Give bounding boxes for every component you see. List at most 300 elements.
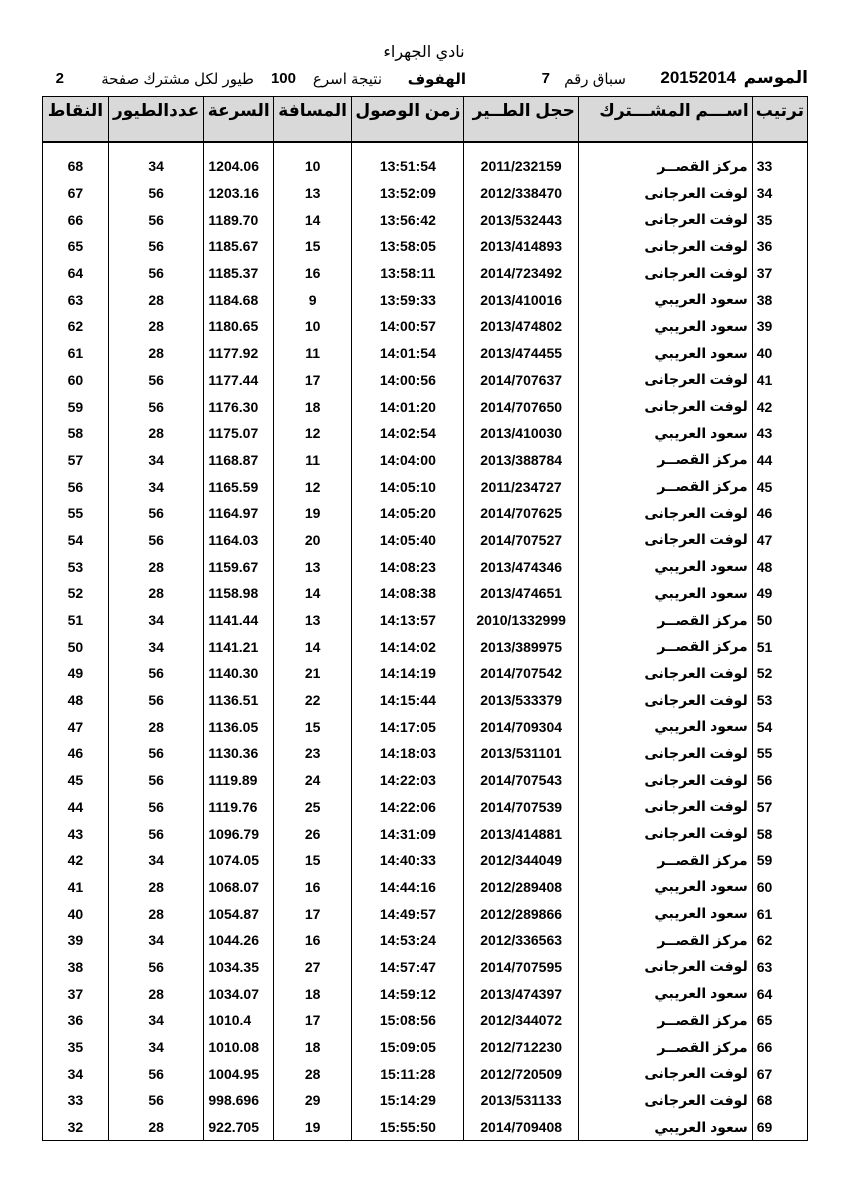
cell-speed: 1074.05 [204,847,274,874]
cell-subscriber-name: مركز القصــر [578,847,752,874]
table-row [43,954,808,981]
cell-rank: 53 [752,687,807,714]
cell-rank: 59 [752,847,807,874]
cell-rank: 38 [752,286,807,313]
cell-bird-count: 34 [108,847,204,874]
cell-bird-count: 56 [108,260,204,287]
cell-rank: 50 [752,607,807,634]
cell-rank: 43 [752,420,807,447]
cell-arrival-time: 13:58:11 [352,260,464,287]
cell-bird-count: 34 [108,927,204,954]
cell-points: 62 [43,313,109,340]
cell-distance: 15 [274,233,352,260]
cell-subscriber-name: لوفت العرجانى [578,687,752,714]
cell-bird-count: 56 [108,206,204,233]
cell-arrival-time: 14:00:57 [352,313,464,340]
cell-distance: 28 [274,1060,352,1087]
cell-arrival-time: 14:00:56 [352,367,464,394]
cell-rank: 69 [752,1114,807,1141]
cell-rank: 66 [752,1034,807,1061]
table-row [43,927,808,954]
cell-speed: 1177.92 [204,340,274,367]
cell-subscriber-name: مركز القصــر [578,927,752,954]
cell-ring-number: 2013/474397 [464,980,579,1007]
cell-rank: 60 [752,874,807,901]
cell-subscriber-name: سعود العريبي [578,553,752,580]
cell-arrival-time: 14:14:19 [352,660,464,687]
cell-distance: 16 [274,260,352,287]
cell-bird-count: 56 [108,660,204,687]
table-row [43,233,808,260]
cell-subscriber-name: سعود العريبي [578,580,752,607]
table-row [43,1114,808,1141]
cell-subscriber-name: مركز القصــر [578,447,752,474]
cell-ring-number: 2013/414893 [464,233,579,260]
table-row [43,500,808,527]
cell-distance: 17 [274,900,352,927]
cell-points: 32 [43,1114,109,1141]
table-row [43,260,808,287]
cell-rank: 44 [752,447,807,474]
cell-ring-number: 2013/474802 [464,313,579,340]
cell-distance: 27 [274,954,352,981]
table-row [43,527,808,554]
cell-rank: 49 [752,580,807,607]
cell-rank: 40 [752,340,807,367]
cell-rank: 42 [752,393,807,420]
cell-subscriber-name: مركز القصــر [578,607,752,634]
race-number-value: 7 [541,70,550,87]
cell-subscriber-name: لوفت العرجانى [578,740,752,767]
cell-rank: 52 [752,660,807,687]
cell-rank: 68 [752,1087,807,1114]
table-row [43,740,808,767]
cell-ring-number: 2012/712230 [464,1034,579,1061]
cell-ring-number: 2012/338470 [464,180,579,207]
cell-arrival-time: 14:59:12 [352,980,464,1007]
season-label: الموسم [743,68,808,87]
cell-distance: 17 [274,367,352,394]
cell-subscriber-name: مركز القصــر [578,1007,752,1034]
cell-points: 68 [43,153,109,180]
cell-speed: 1141.21 [204,633,274,660]
table-row [43,874,808,901]
cell-arrival-time: 14:04:00 [352,447,464,474]
cell-arrival-time: 15:08:56 [352,1007,464,1034]
cell-bird-count: 28 [108,980,204,1007]
cell-rank: 67 [752,1060,807,1087]
cell-subscriber-name: لوفت العرجانى [578,1060,752,1087]
cell-speed: 1130.36 [204,740,274,767]
cell-bird-count: 56 [108,180,204,207]
cell-speed: 1141.44 [204,607,274,634]
cell-ring-number: 2013/410030 [464,420,579,447]
cell-points: 39 [43,927,109,954]
cell-bird-count: 34 [108,1007,204,1034]
page-number: 2 [55,70,64,87]
cell-bird-count: 34 [108,633,204,660]
cell-ring-number: 2014/709304 [464,713,579,740]
cell-distance: 20 [274,527,352,554]
table-row [43,660,808,687]
table-row [43,393,808,420]
cell-rank: 33 [752,153,807,180]
cell-bird-count: 28 [108,553,204,580]
column-header-rank: ترتيب [752,97,807,143]
cell-distance: 18 [274,393,352,420]
table-row [43,1007,808,1034]
cell-distance: 19 [274,500,352,527]
cell-rank: 61 [752,900,807,927]
cell-distance: 17 [274,1007,352,1034]
cell-subscriber-name: لوفت العرجانى [578,767,752,794]
cell-subscriber-name: سعود العريبي [578,340,752,367]
table-row [43,767,808,794]
cell-arrival-time: 15:14:29 [352,1087,464,1114]
cell-rank: 51 [752,633,807,660]
cell-speed: 1054.87 [204,900,274,927]
cell-ring-number: 2013/474455 [464,340,579,367]
cell-points: 60 [43,367,109,394]
cell-subscriber-name: لوفت العرجانى [578,367,752,394]
cell-points: 49 [43,660,109,687]
cell-distance: 13 [274,607,352,634]
cell-bird-count: 56 [108,740,204,767]
cell-subscriber-name: سعود العريبي [578,313,752,340]
table-row [43,900,808,927]
cell-bird-count: 56 [108,1060,204,1087]
cell-arrival-time: 14:49:57 [352,900,464,927]
cell-rank: 57 [752,794,807,821]
cell-ring-number: 2012/720509 [464,1060,579,1087]
table-row [43,794,808,821]
cell-bird-count: 34 [108,607,204,634]
cell-speed: 1185.37 [204,260,274,287]
cell-speed: 1158.98 [204,580,274,607]
cell-distance: 14 [274,580,352,607]
cell-subscriber-name: لوفت العرجانى [578,260,752,287]
cell-bird-count: 28 [108,340,204,367]
cell-ring-number: 2014/723492 [464,260,579,287]
cell-points: 54 [43,527,109,554]
race-number-label: سباق رقم [564,71,626,88]
cell-points: 56 [43,473,109,500]
cell-ring-number: 2013/388784 [464,447,579,474]
cell-ring-number: 2014/709408 [464,1114,579,1141]
cell-distance: 24 [274,767,352,794]
cell-distance: 10 [274,153,352,180]
table-header-row [43,97,808,143]
cell-bird-count: 28 [108,313,204,340]
cell-ring-number: 2013/532443 [464,206,579,233]
cell-points: 43 [43,820,109,847]
cell-speed: 1119.76 [204,794,274,821]
cell-arrival-time: 14:08:38 [352,580,464,607]
cell-points: 42 [43,847,109,874]
cell-arrival-time: 14:18:03 [352,740,464,767]
cell-subscriber-name: لوفت العرجانى [578,393,752,420]
cell-arrival-time: 14:57:47 [352,954,464,981]
cell-distance: 16 [274,874,352,901]
cell-ring-number: 2014/707543 [464,767,579,794]
table-row [43,286,808,313]
table-row [43,420,808,447]
cell-distance: 29 [274,1087,352,1114]
table-row [43,340,808,367]
cell-distance: 16 [274,927,352,954]
cell-bird-count: 28 [108,580,204,607]
cell-points: 44 [43,794,109,821]
cell-distance: 13 [274,553,352,580]
cell-arrival-time: 14:17:05 [352,713,464,740]
cell-points: 48 [43,687,109,714]
column-header-ring: حجل الطــير [464,97,579,143]
cell-speed: 1177.44 [204,367,274,394]
cell-subscriber-name: مركز القصــر [578,473,752,500]
cell-rank: 64 [752,980,807,1007]
table-row [43,367,808,394]
cell-rank: 37 [752,260,807,287]
cell-bird-count: 28 [108,420,204,447]
cell-speed: 1165.59 [204,473,274,500]
cell-bird-count: 56 [108,794,204,821]
cell-speed: 1044.26 [204,927,274,954]
cell-subscriber-name: سعود العريبي [578,420,752,447]
cell-subscriber-name: سعود العريبي [578,713,752,740]
cell-points: 52 [43,580,109,607]
cell-subscriber-name: لوفت العرجانى [578,820,752,847]
cell-points: 34 [43,1060,109,1087]
cell-arrival-time: 14:13:57 [352,607,464,634]
cell-rank: 47 [752,527,807,554]
cell-rank: 41 [752,367,807,394]
cell-arrival-time: 14:44:16 [352,874,464,901]
cell-speed: 1176.30 [204,393,274,420]
table-row [43,980,808,1007]
cell-rank: 35 [752,206,807,233]
cell-distance: 21 [274,660,352,687]
cell-subscriber-name: لوفت العرجانى [578,206,752,233]
cell-distance: 13 [274,180,352,207]
cell-points: 35 [43,1034,109,1061]
cell-distance: 11 [274,340,352,367]
cell-ring-number: 2014/707542 [464,660,579,687]
table-row [43,206,808,233]
cell-speed: 1004.95 [204,1060,274,1087]
column-header-distance: المسافة [274,97,352,143]
table-row [43,580,808,607]
cell-distance: 22 [274,687,352,714]
cell-arrival-time: 14:14:02 [352,633,464,660]
cell-points: 67 [43,180,109,207]
cell-ring-number: 2014/707595 [464,954,579,981]
cell-subscriber-name: مركز القصــر [578,633,752,660]
cell-points: 47 [43,713,109,740]
column-header-birds: عددالطيور [108,97,204,143]
results-table [42,96,808,1141]
cell-arrival-time: 13:51:54 [352,153,464,180]
cell-rank: 63 [752,954,807,981]
cell-speed: 1119.89 [204,767,274,794]
cell-ring-number: 2013/531133 [464,1087,579,1114]
cell-speed: 1203.16 [204,180,274,207]
cell-distance: 15 [274,713,352,740]
cell-speed: 922.705 [204,1114,274,1141]
cell-bird-count: 56 [108,820,204,847]
cell-points: 59 [43,393,109,420]
cell-points: 36 [43,1007,109,1034]
cell-speed: 1159.67 [204,553,274,580]
cell-arrival-time: 14:02:54 [352,420,464,447]
cell-distance: 18 [274,1034,352,1061]
cell-ring-number: 2013/474346 [464,553,579,580]
table-row [43,447,808,474]
cell-points: 66 [43,206,109,233]
cell-bird-count: 28 [108,900,204,927]
cell-arrival-time: 14:05:10 [352,473,464,500]
table-row [43,633,808,660]
cell-bird-count: 34 [108,153,204,180]
cell-arrival-time: 15:55:50 [352,1114,464,1141]
cell-speed: 1140.30 [204,660,274,687]
cell-rank: 55 [752,740,807,767]
cell-distance: 12 [274,420,352,447]
cell-arrival-time: 14:08:23 [352,553,464,580]
cell-speed: 1068.07 [204,874,274,901]
cell-distance: 15 [274,847,352,874]
cell-arrival-time: 15:09:05 [352,1034,464,1061]
cell-arrival-time: 14:22:03 [352,767,464,794]
cell-ring-number: 2012/344072 [464,1007,579,1034]
column-header-arrival: زمن الوصول [352,97,464,143]
cell-subscriber-name: لوفت العرجانى [578,527,752,554]
cell-rank: 54 [752,713,807,740]
race-info-line [44,66,808,92]
table-row [43,553,808,580]
cell-distance: 26 [274,820,352,847]
per-subscriber-label: طيور لكل مشترك صفحة [101,71,254,88]
cell-arrival-time: 14:05:40 [352,527,464,554]
cell-ring-number: 2012/289866 [464,900,579,927]
cell-bird-count: 56 [108,367,204,394]
cell-speed: 1184.68 [204,286,274,313]
cell-points: 40 [43,900,109,927]
cell-subscriber-name: لوفت العرجانى [578,500,752,527]
cell-arrival-time: 14:40:33 [352,847,464,874]
cell-subscriber-name: لوفت العرجانى [578,660,752,687]
cell-points: 64 [43,260,109,287]
table-row [43,1087,808,1114]
cell-rank: 45 [752,473,807,500]
table-row [43,847,808,874]
cell-bird-count: 28 [108,286,204,313]
cell-bird-count: 28 [108,874,204,901]
cell-speed: 1204.06 [204,153,274,180]
table-row [43,687,808,714]
table-row [43,153,808,180]
cell-speed: 1185.67 [204,233,274,260]
cell-bird-count: 56 [108,767,204,794]
cell-bird-count: 56 [108,500,204,527]
season-value: 20152014 [660,68,736,87]
cell-bird-count: 56 [108,393,204,420]
cell-points: 57 [43,447,109,474]
cell-points: 46 [43,740,109,767]
cell-speed: 1010.08 [204,1034,274,1061]
cell-arrival-time: 13:59:33 [352,286,464,313]
cell-points: 45 [43,767,109,794]
cell-ring-number: 2013/533379 [464,687,579,714]
cell-bird-count: 28 [108,713,204,740]
cell-points: 63 [43,286,109,313]
cell-arrival-time: 14:01:54 [352,340,464,367]
cell-bird-count: 34 [108,1034,204,1061]
cell-rank: 56 [752,767,807,794]
cell-arrival-time: 13:52:09 [352,180,464,207]
cell-subscriber-name: سعود العريبي [578,1114,752,1141]
cell-distance: 9 [274,286,352,313]
cell-ring-number: 2011/232159 [464,153,579,180]
cell-distance: 14 [274,633,352,660]
cell-ring-number: 2013/474651 [464,580,579,607]
cell-subscriber-name: سعود العريبي [578,900,752,927]
cell-rank: 46 [752,500,807,527]
cell-ring-number: 2012/289408 [464,874,579,901]
cell-speed: 1136.05 [204,713,274,740]
result-count: 100 [270,70,296,87]
cell-arrival-time: 14:15:44 [352,687,464,714]
cell-speed: 1136.51 [204,687,274,714]
cell-arrival-time: 14:53:24 [352,927,464,954]
cell-points: 37 [43,980,109,1007]
cell-rank: 34 [752,180,807,207]
club-title: نادي الجهراء [383,44,465,61]
cell-speed: 1034.07 [204,980,274,1007]
table-row [43,607,808,634]
cell-bird-count: 56 [108,954,204,981]
cell-points: 38 [43,954,109,981]
cell-points: 65 [43,233,109,260]
cell-distance: 25 [274,794,352,821]
cell-points: 55 [43,500,109,527]
cell-arrival-time: 13:58:05 [352,233,464,260]
cell-points: 51 [43,607,109,634]
cell-bird-count: 56 [108,687,204,714]
table-row [43,473,808,500]
cell-bird-count: 56 [108,233,204,260]
cell-distance: 18 [274,980,352,1007]
cell-speed: 1189.70 [204,206,274,233]
table-row [43,1060,808,1087]
cell-subscriber-name: لوفت العرجانى [578,1087,752,1114]
cell-subscriber-name: سعود العريبي [578,874,752,901]
cell-arrival-time: 15:11:28 [352,1060,464,1087]
cell-rank: 62 [752,927,807,954]
cell-distance: 12 [274,473,352,500]
cell-points: 61 [43,340,109,367]
cell-ring-number: 2013/414881 [464,820,579,847]
cell-subscriber-name: لوفت العرجانى [578,233,752,260]
cell-speed: 1168.87 [204,447,274,474]
cell-speed: 1180.65 [204,313,274,340]
table-row [43,1034,808,1061]
result-label: نتيجة اسرع [312,71,382,88]
cell-subscriber-name: لوفت العرجانى [578,794,752,821]
race-location: الهفوف [407,71,466,88]
cell-subscriber-name: مركز القصــر [578,1034,752,1061]
cell-points: 50 [43,633,109,660]
cell-bird-count: 56 [108,1087,204,1114]
